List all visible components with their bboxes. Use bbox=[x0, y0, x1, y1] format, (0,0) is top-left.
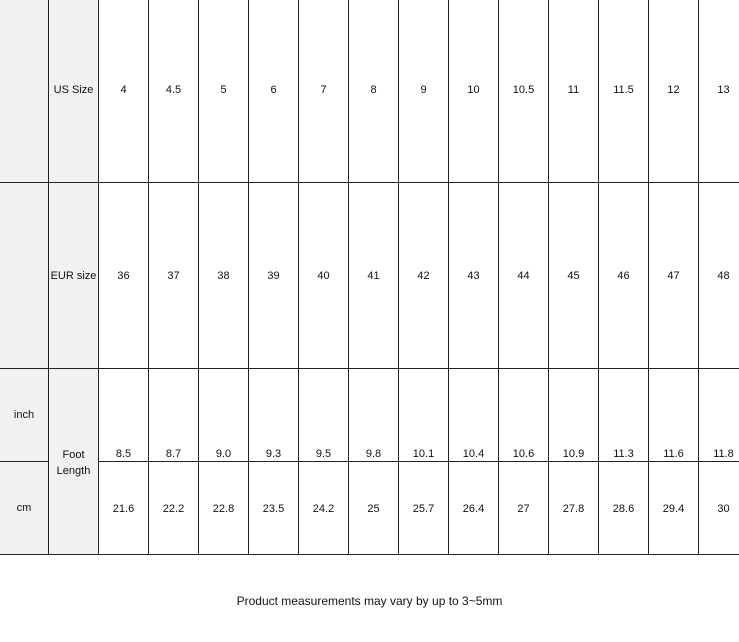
cm-unit-label: cm bbox=[16, 502, 32, 514]
cm-cell: 22.8 bbox=[212, 503, 235, 515]
inch-cell: 9.3 bbox=[265, 448, 282, 460]
us-size-cell: 11 bbox=[567, 84, 580, 96]
eur-size-cell: 43 bbox=[467, 270, 480, 282]
eur-size-cell: 38 bbox=[217, 270, 230, 282]
us-size-cell: 4.5 bbox=[165, 84, 182, 96]
grid-line-h bbox=[0, 182, 739, 183]
cm-cell: 23.5 bbox=[262, 503, 285, 515]
grid-line-h bbox=[0, 554, 739, 555]
foot-length-label: Foot Length bbox=[56, 449, 91, 477]
eur-size-cell: 36 bbox=[117, 270, 130, 282]
cm-cell: 25 bbox=[367, 503, 380, 515]
eur-size-cell: 37 bbox=[167, 270, 180, 282]
cm-cell: 29.4 bbox=[662, 503, 685, 515]
inch-unit-label: inch bbox=[13, 409, 35, 421]
us-size-cell: 8 bbox=[370, 84, 377, 96]
eur-size-cell: 48 bbox=[717, 270, 730, 282]
cm-cell: 22.2 bbox=[162, 503, 185, 515]
cm-cell: 30 bbox=[717, 503, 730, 515]
us-size-cell: 13 bbox=[717, 84, 730, 96]
us-size-cell: 11.5 bbox=[613, 84, 634, 96]
cm-cell: 28.6 bbox=[612, 503, 635, 515]
inch-cell: 11.3 bbox=[613, 448, 634, 460]
us-size-cell: 10.5 bbox=[512, 84, 535, 96]
inch-cell: 11.6 bbox=[663, 448, 684, 460]
eur-size-cell: 44 bbox=[517, 270, 530, 282]
eur-size-cell: 45 bbox=[567, 270, 580, 282]
eur-size-label: EUR size bbox=[50, 270, 97, 282]
cm-cell: 26.4 bbox=[462, 503, 485, 515]
eur-size-cell: 42 bbox=[417, 270, 430, 282]
inch-cell: 8.7 bbox=[165, 448, 182, 460]
us-size-label: US Size bbox=[53, 84, 94, 96]
inch-cell: 9.0 bbox=[215, 448, 232, 460]
inch-cell: 8.5 bbox=[115, 448, 132, 460]
inch-cell: 10.4 bbox=[462, 448, 485, 460]
us-size-cell: 12 bbox=[667, 84, 680, 96]
grid-line-h bbox=[98, 461, 739, 462]
cm-cell: 21.6 bbox=[112, 503, 135, 515]
eur-size-cell: 47 bbox=[667, 270, 680, 282]
cm-cell: 27.8 bbox=[562, 503, 585, 515]
outer-header-column bbox=[0, 0, 48, 555]
grid-line-h bbox=[0, 461, 49, 462]
cm-cell: 27 bbox=[517, 503, 530, 515]
measurement-note: Product measurements may vary by up to 3~5mm bbox=[236, 594, 503, 608]
inch-cell: 9.5 bbox=[315, 448, 332, 460]
us-size-cell: 4 bbox=[120, 84, 127, 96]
eur-size-cell: 40 bbox=[317, 270, 330, 282]
inch-cell: 9.8 bbox=[365, 448, 382, 460]
inch-cell: 10.9 bbox=[562, 448, 585, 460]
inch-cell: 11.8 bbox=[713, 448, 734, 460]
us-size-cell: 6 bbox=[270, 84, 277, 96]
cm-cell: 25.7 bbox=[412, 503, 435, 515]
us-size-cell: 7 bbox=[320, 84, 327, 96]
us-size-cell: 9 bbox=[420, 84, 427, 96]
us-size-cell: 5 bbox=[220, 84, 227, 96]
inch-cell: 10.1 bbox=[412, 448, 435, 460]
cm-cell: 24.2 bbox=[312, 503, 335, 515]
eur-size-cell: 39 bbox=[267, 270, 280, 282]
us-size-cell: 10 bbox=[467, 84, 480, 96]
eur-size-cell: 46 bbox=[617, 270, 630, 282]
inch-cell: 10.6 bbox=[512, 448, 535, 460]
grid-line-h bbox=[0, 368, 739, 369]
eur-size-cell: 41 bbox=[367, 270, 380, 282]
